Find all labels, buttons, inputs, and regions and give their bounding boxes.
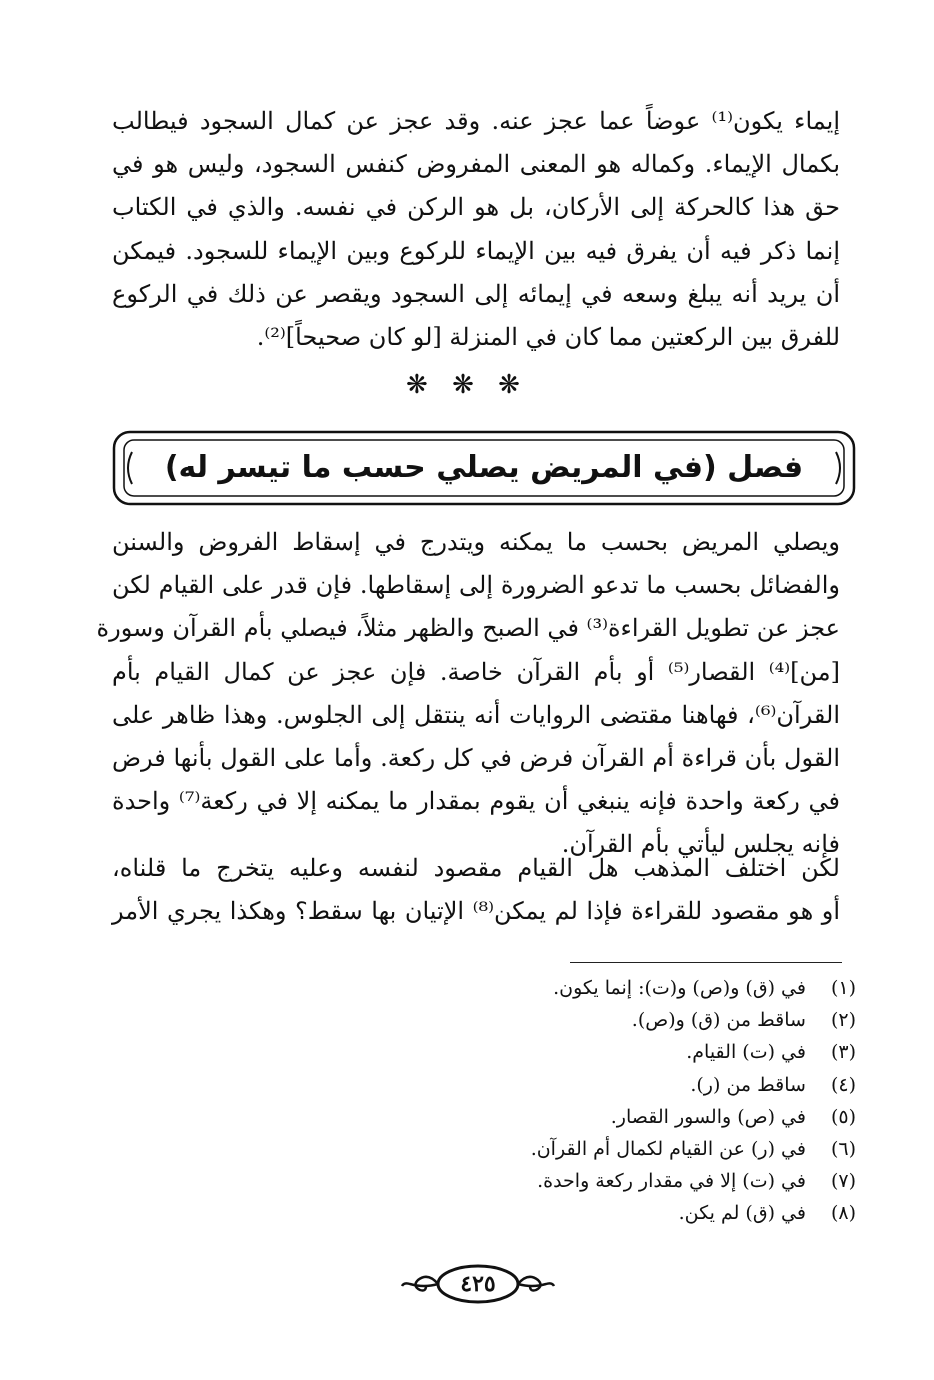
footnote (156, 1036, 856, 1068)
footnote (156, 1069, 856, 1101)
footnote (156, 1197, 856, 1229)
text-line: [من]⁽⁴⁾ القصار⁽⁵⁾ أو بأم القرآن خاصة. فإن عجز عن كمال القيام بأم (112, 657, 840, 686)
section-separator: ❋ ❋ ❋ (406, 370, 528, 400)
footnote (156, 972, 856, 1004)
text-line: عجز عن تطويل القراءة⁽³⁾ في الصبح والظهر مثلاً، فيصلي بأم القرآن وسورة (96, 614, 840, 643)
footnote-number: (٨) (830, 1202, 856, 1225)
paragraph-1 (112, 100, 840, 359)
footnote (156, 1101, 856, 1133)
text-line: القرآن⁽⁶⁾، فهاهنا مقتضى الروايات أنه ينتقل إلى الجلوس. وهذا ظاهر على (112, 700, 840, 729)
section-title-banner (112, 430, 856, 506)
footnote-text: في (ت) إلا في مقدار ركعة واحدة. (537, 1170, 806, 1193)
footnote-text: في (ر) عن القيام لكمال أم القرآن. (530, 1138, 806, 1161)
text-line: في ركعة واحدة فإنه ينبغي أن يقوم بمقدار ما يمكنه إلا في ركعة⁽⁷⁾ واحدة (112, 787, 840, 816)
footnote-text: في (ص) والسور القصار. (610, 1105, 806, 1128)
section-title: فصل (في المريض يصلي حسب ما تيسر له) (164, 450, 804, 485)
text-line: بكمال الإيماء. وكماله هو المعنى المفروض كنفس السجود، وليس هو في (112, 150, 840, 179)
page-number-ornament (400, 1262, 556, 1306)
footnote-text: ساقط من (ر). (690, 1073, 806, 1096)
footnote-text: في (ق) لم يكن. (678, 1202, 806, 1225)
text-line: القول بأن قراءة أم القرآن فرض في كل ركعة. وأما على القول بأنها فرض (112, 743, 840, 772)
page-number: ٤٢٥ (460, 1271, 496, 1297)
footnote-number: (٦) (830, 1138, 856, 1161)
paragraph-3 (112, 847, 840, 933)
footnote-number: (٤) (830, 1073, 856, 1096)
footnote-text: في (ت) القيام. (686, 1041, 806, 1064)
paragraph-2 (96, 521, 840, 867)
text-line: إيماء يكون⁽¹⁾ عوضاً عما عجز عنه. وقد عجز عن كمال السجود فيطالب (112, 107, 840, 135)
footnote-number: (٣) (830, 1041, 856, 1064)
text-line: أن يريد أنه يبلغ وسعه في إيمائه إلى السجود ويقصر عن ذلك في الركوع (112, 279, 840, 308)
footnote-number: (١) (830, 977, 856, 999)
text-line: والفضائل بحسب ما تدعو الضرورة إلى إسقاطها. فإن قدر على القيام لكن (112, 571, 840, 600)
footnote (156, 1165, 856, 1197)
text-line: فإنه يجلس ليأتي بأم القرآن. (561, 830, 840, 859)
text-line: للفرق بين الركعتين مما كان في المنزلة [لو كان صحيحاً]⁽²⁾. (256, 322, 840, 351)
text-line: إنما ذكر فيه أن يفرق فيه بين الإيماء للركوع وبين الإيماء للسجود. فيمكن (112, 236, 840, 265)
footnote-divider (570, 962, 842, 963)
text-line: لكن اختلف المذهب هل القيام مقصود لنفسه وعليه يتخرج ما قلناه، (112, 854, 840, 882)
footnote-number: (٧) (830, 1170, 856, 1193)
footnote (156, 1133, 856, 1165)
text-line: حق هذا كالحركة إلى الأركان، بل هو الركن في نفسه. والذي في الكتاب (112, 193, 840, 222)
text-line: أو هو مقصود للقراءة فإذا لم يمكن⁽⁸⁾ الإتيان بها سقط؟ وهكذا يجري الأمر (112, 897, 841, 926)
footnote (156, 1004, 856, 1036)
footnote-number: (٢) (830, 1009, 856, 1032)
footnote-text: ساقط من (ق) و(ص). (631, 1009, 806, 1032)
footnote-text: في (ق) و(ص) و(ت): إنما يكون. (553, 977, 806, 999)
text-line: ويصلي المريض بحسب ما يمكنه ويتدرج في إسقاط الفروض والسنن (112, 528, 840, 556)
footnote-number: (٥) (830, 1105, 856, 1128)
footnotes-list (156, 972, 856, 1230)
